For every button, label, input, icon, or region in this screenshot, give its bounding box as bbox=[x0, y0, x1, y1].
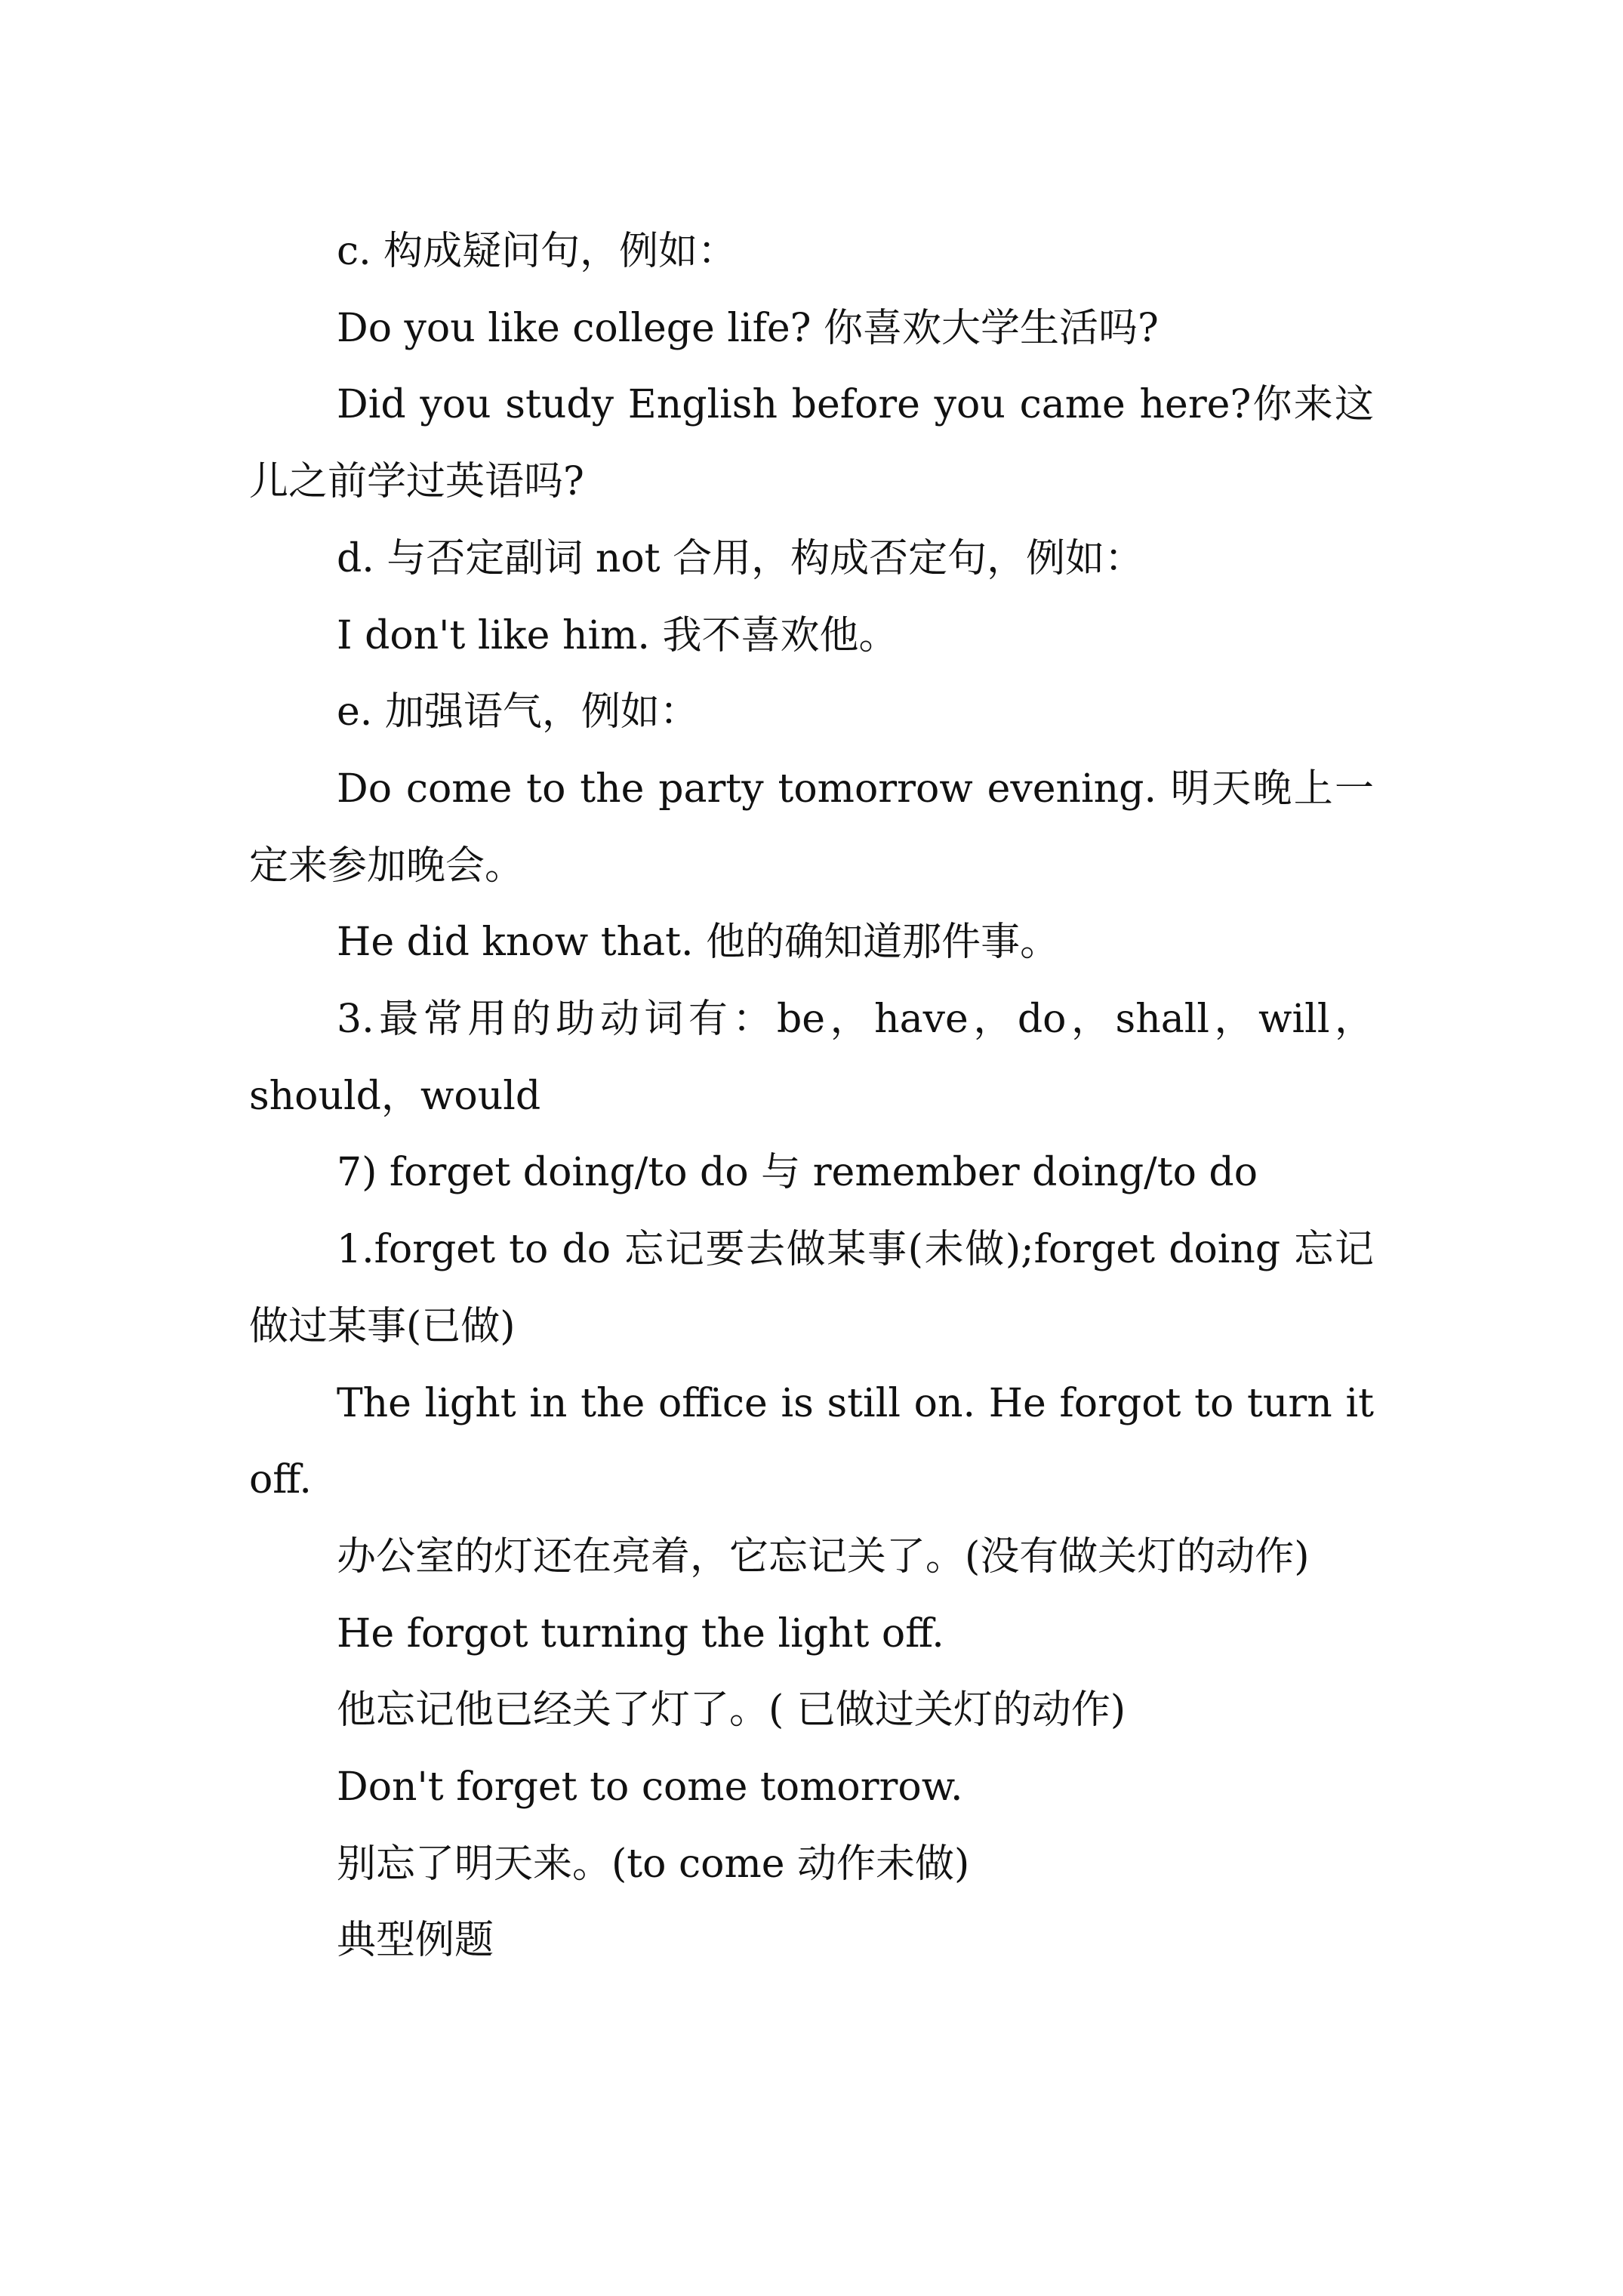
example-sentence: Do come to the party tomorrow evening. 明天晚上一定来参加晚会。 bbox=[249, 766, 1374, 889]
example-sentence: Did you study English before you came here?你来这儿之前学过英语吗? bbox=[249, 382, 1374, 505]
translation-sentence: 别忘了明天来。(to come 动作未做) bbox=[337, 1841, 970, 1887]
section-heading-7: 7) forget doing/to do 与 remember doing/to do bbox=[337, 1150, 1258, 1196]
paragraph-item-c: c. 构成疑问句，例如： bbox=[337, 229, 738, 274]
paragraph-point-3: 3.最常用的助动词有：be，have，do，shall，will，should，would bbox=[249, 997, 1374, 1119]
translation-sentence: 他忘记他已经关了灯了。( 已做过关灯的动作) bbox=[337, 1687, 1126, 1734]
translation-sentence: 办公室的灯还在亮着，它忘记关了。(没有做关灯的动作) bbox=[337, 1533, 1310, 1579]
paragraph-item-e: e. 加强语气，例如： bbox=[337, 689, 699, 735]
example-sentence: I don't like him. 我不喜欢他。 bbox=[337, 612, 898, 658]
example-sentence: Don't forget to come tomorrow. bbox=[337, 1764, 963, 1811]
subheading-typical-examples: 典型例题 bbox=[337, 1918, 494, 1964]
example-sentence: The light in the office is still on. He forgot to turn it off. bbox=[249, 1380, 1374, 1503]
paragraph-item-d: d. 与否定副词 not 合用，构成否定句，例如： bbox=[337, 535, 1144, 581]
document-body bbox=[249, 214, 1374, 1980]
example-sentence: Do you like college life? 你喜欢大学生活吗? bbox=[337, 305, 1159, 351]
paragraph-point-1: 1.forget to do 忘记要去做某事(未做);forget doing 忘记做过某事(已做) bbox=[249, 1227, 1374, 1349]
example-sentence: He did know that. 他的确知道那件事。 bbox=[337, 920, 1060, 966]
example-sentence: He forgot turning the light off. bbox=[337, 1610, 944, 1657]
